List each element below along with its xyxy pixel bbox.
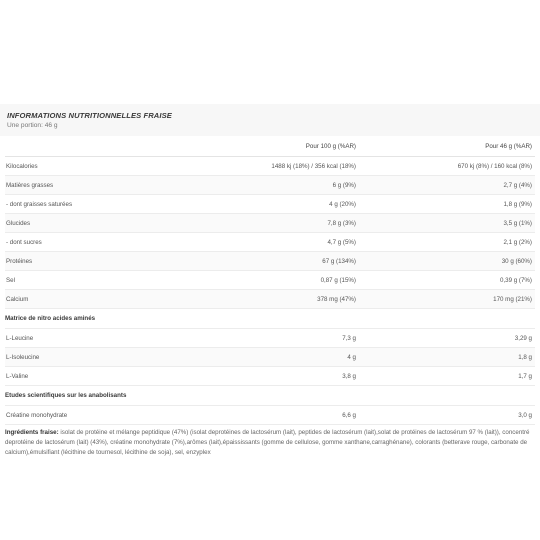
row-value-per-serving: 170 mg (21%) xyxy=(356,290,535,309)
row-value-per100: 67 g (134%) xyxy=(226,252,356,271)
row-label: Sel xyxy=(5,271,226,290)
row-value-per100: 6,6 g xyxy=(226,406,356,425)
header-blank xyxy=(5,136,226,157)
row-label: Glucides xyxy=(5,214,226,233)
nutrition-table xyxy=(5,136,535,425)
row-value-per-serving: 3,29 g xyxy=(356,329,535,348)
row-label: Matières grasses xyxy=(5,176,226,195)
row-label: L-Isoleucine xyxy=(5,348,226,367)
row-value-per-serving: 0,39 g (7%) xyxy=(356,271,535,290)
nutrition-title: INFORMATIONS NUTRITIONNELLES FRAISE xyxy=(7,111,172,120)
column-header-per100: Pour 100 g (%AR) xyxy=(226,136,356,157)
table-row xyxy=(5,214,535,233)
row-value-per100: 4 g (20%) xyxy=(226,195,356,214)
row-value-per-serving: 670 kj (8%) / 160 kcal (8%) xyxy=(356,157,535,176)
table-row xyxy=(5,348,535,367)
row-label: Protéines xyxy=(5,252,226,271)
nutrition-panel xyxy=(0,104,540,459)
row-value-per100: 7,8 g (3%) xyxy=(226,214,356,233)
row-label: Créatine monohydrate xyxy=(5,406,226,425)
row-label: - dont graisses saturées xyxy=(5,195,226,214)
row-value-per-serving: 3,5 g (1%) xyxy=(356,214,535,233)
row-value-per100: 3,8 g xyxy=(226,367,356,386)
row-value-per100: 6 g (9%) xyxy=(226,176,356,195)
row-value-per100: 378 mg (47%) xyxy=(226,290,356,309)
row-label: - dont sucres xyxy=(5,233,226,252)
table-row xyxy=(5,329,535,348)
row-value-per100: 1488 kj (18%) / 356 kcal (18%) xyxy=(226,157,356,176)
row-value-per-serving: 1,7 g xyxy=(356,367,535,386)
table-row xyxy=(5,290,535,309)
row-value-per100: 7,3 g xyxy=(226,329,356,348)
table-row xyxy=(5,252,535,271)
row-value-per-serving: 1,8 g xyxy=(356,348,535,367)
ingredients-body: isolat de protéine et mélange peptidique (47%) (isolat deprotéines de lactosérum (lait), peptides de lactosérum (lait),solat de protéines de lactosérum 97 % (lait)), concentré deprotéine de lactosérum (lait) (43%), créatine monohydrate (7%),arômes (lait),épaississants (gomme de cellulose, gomme xanthane,carraghénane), colorants (betterave rouge, carbonate de calcium),émulsifiant (lécithine de tournesol, lécithine de soja), sel, enzyplex xyxy=(5,429,530,457)
row-value-per100: 4 g xyxy=(226,348,356,367)
row-label: Calcium xyxy=(5,290,226,309)
row-label: L-Valine xyxy=(5,367,226,386)
section-studies xyxy=(5,386,535,406)
table-row xyxy=(5,195,535,214)
table-row xyxy=(5,367,535,386)
column-header-per-serving: Pour 46 g (%AR) xyxy=(356,136,535,157)
row-value-per-serving: 3,0 g xyxy=(356,406,535,425)
row-value-per-serving: 2,1 g (2%) xyxy=(356,233,535,252)
table-row xyxy=(5,233,535,252)
section-amino-acids xyxy=(5,309,535,329)
row-label: L-Leucine xyxy=(5,329,226,348)
row-value-per-serving: 1,8 g (9%) xyxy=(356,195,535,214)
table-header-row xyxy=(5,136,535,157)
section-title: Etudes scientifiques sur les anabolisants xyxy=(5,386,535,406)
table-row xyxy=(5,157,535,176)
ingredients-label: Ingrédients fraise: xyxy=(5,429,59,436)
table-row xyxy=(5,406,535,425)
section-title: Matrice de nitro acides aminés xyxy=(5,309,535,329)
table-row xyxy=(5,176,535,195)
row-value-per100: 0,87 g (15%) xyxy=(226,271,356,290)
row-value-per-serving: 2,7 g (4%) xyxy=(356,176,535,195)
nutrition-header xyxy=(0,104,540,136)
portion-size: Une portion: 46 g xyxy=(7,122,58,129)
ingredients-text xyxy=(5,428,533,459)
table-row xyxy=(5,271,535,290)
row-value-per100: 4,7 g (5%) xyxy=(226,233,356,252)
row-value-per-serving: 30 g (60%) xyxy=(356,252,535,271)
row-label: Kilocalories xyxy=(5,157,226,176)
